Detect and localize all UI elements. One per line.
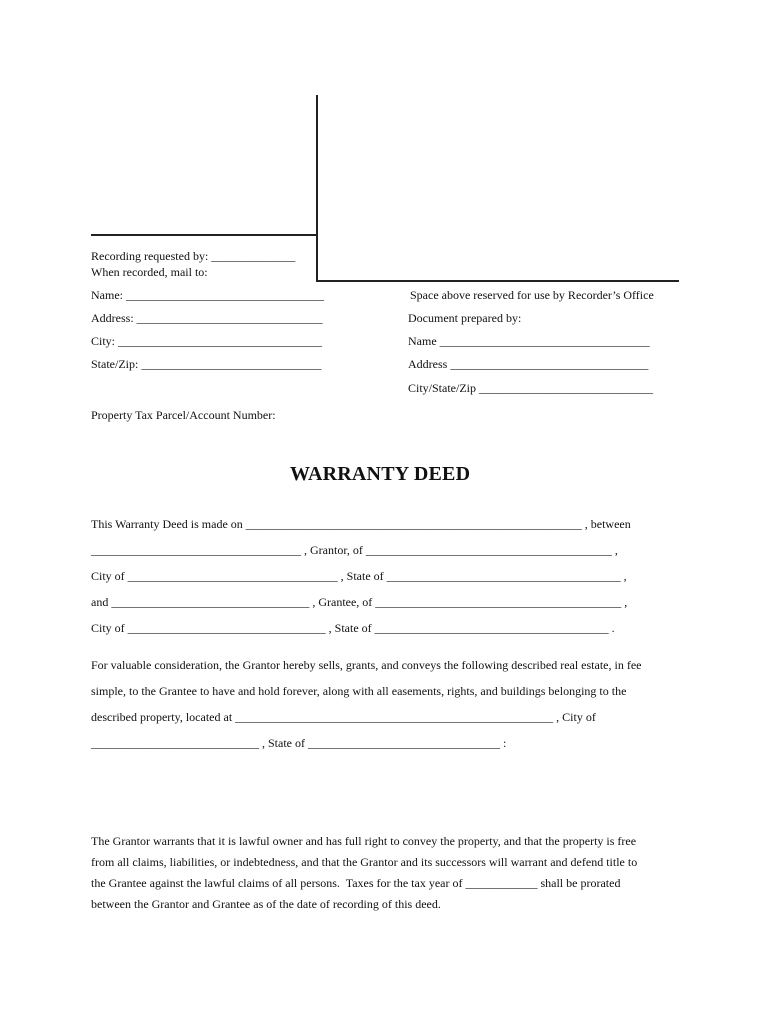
- warranty-paragraph-line-3: the Grantee against the lawful claims of all persons. Taxes for the tax year of ____________ shall be prorated: [91, 876, 621, 890]
- preparer-city-field: City/State/Zip _____________________________: [408, 381, 653, 395]
- warranty-paragraph-line-2: from all claims, liabilities, or indebtedness, and that the Grantor and its successors will warrant and defend title to: [91, 855, 638, 869]
- mail-state-zip-field: State/Zip: ______________________________: [91, 357, 322, 371]
- return-box-top-rule: [91, 234, 317, 236]
- conveyance-paragraph-line-1: For valuable consideration, the Grantor hereby sells, grants, and conveys the following described real estate, in fee: [91, 658, 642, 672]
- recorder-space-note: Space above reserved for use by Recorder’s Office: [410, 288, 654, 302]
- mail-address-field: Address: _______________________________: [91, 311, 323, 325]
- grantee-city-state-line: City of _________________________________ , State of _______________________________________ .: [91, 621, 615, 635]
- conveyance-paragraph-line-3: described property, located at _____________________________________________________ , City of: [91, 710, 596, 724]
- prepared-by-label: Document prepared by:: [408, 311, 522, 325]
- grantee-line: and _________________________________ , Grantee, of _________________________________________ ,: [91, 595, 628, 609]
- mail-name-field: Name: _________________________________: [91, 288, 324, 302]
- warranty-paragraph-line-1: The Grantor warrants that it is lawful owner and has full right to convey the property, and that the property is free: [91, 834, 637, 848]
- recording-requested-line: Recording requested by: ______________: [91, 249, 296, 263]
- warranty-paragraph-line-4: between the Grantor and Grantee as of the date of recording of this deed.: [91, 897, 441, 911]
- preparer-name-field: Name ___________________________________: [408, 334, 650, 348]
- parcel-number-label: Property Tax Parcel/Account Number:: [91, 408, 276, 422]
- conveyance-paragraph-line-4: ____________________________ , State of ________________________________ :: [91, 736, 507, 750]
- mail-city-field: City: __________________________________: [91, 334, 323, 348]
- conveyance-paragraph-line-2: simple, to the Grantee to have and hold forever, along with all easements, rights, and buildings belonging to the: [91, 684, 627, 698]
- document-title: WARRANTY DEED: [290, 463, 471, 485]
- grantor-city-state-line: City of ___________________________________ , State of _______________________________________ ,: [91, 569, 627, 583]
- preparer-address-field: Address _________________________________: [408, 357, 649, 371]
- grantor-line: ___________________________________ , Grantor, of _________________________________________ ,: [91, 543, 618, 557]
- recorder-box-vertical-rule: [316, 95, 318, 281]
- recorder-box-bottom-rule: [316, 280, 679, 282]
- deed-date-line: This Warranty Deed is made on ________________________________________________________ , between: [91, 517, 631, 531]
- when-recorded-label: When recorded, mail to:: [91, 265, 208, 279]
